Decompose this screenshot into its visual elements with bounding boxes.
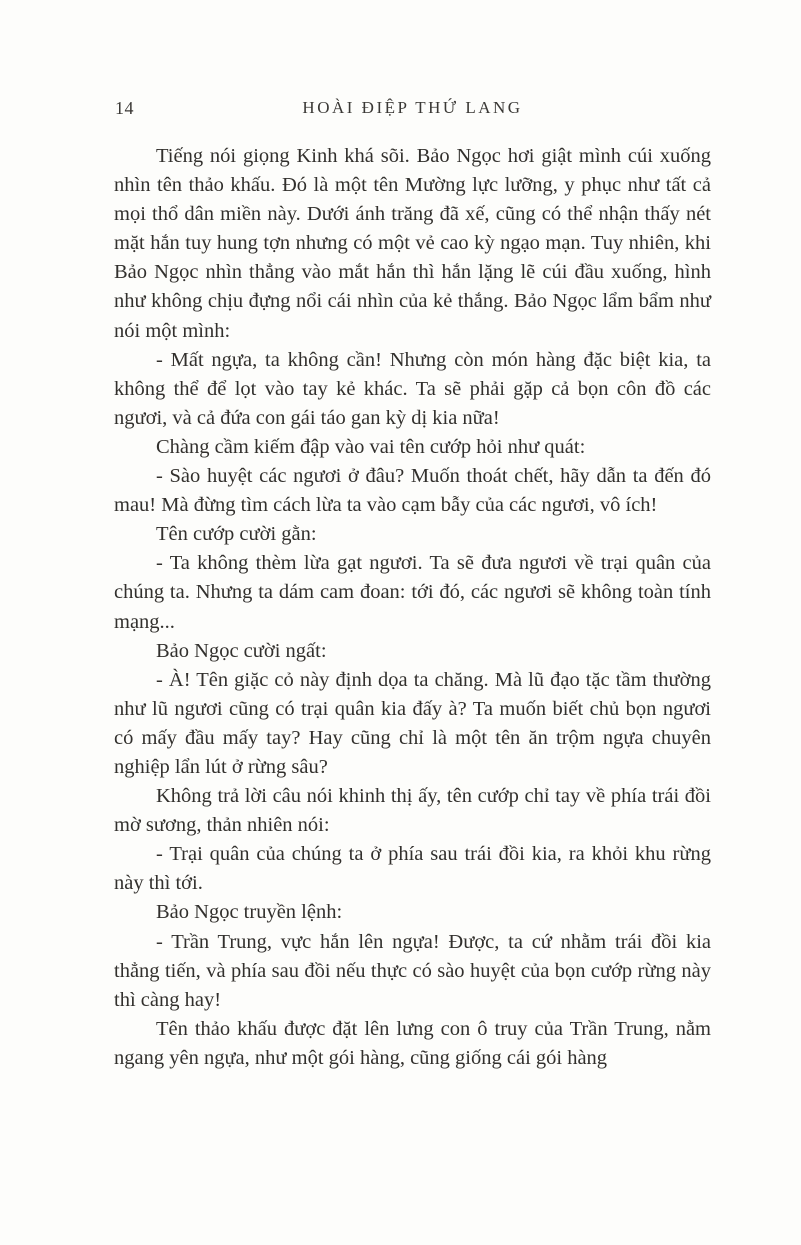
paragraph: Tiếng nói giọng Kinh khá sõi. Bảo Ngọc hơi giật mình cúi xuống nhìn tên thảo khấu. Đó là một tên Mường lực lưỡng, y phục như tất cả mọi thổ dân miền này. Dưới ánh trăng đã xế, cũng có thể nhận thấy nét mặt hắn tuy hung tợn nhưng có một vẻ cao kỳ ngạo mạn. Tuy nhiên, khi Bảo Ngọc nhìn thẳng vào mắt hắn thì hắn lặng lẽ cúi đầu xuống, hình như không chịu đựng nổi cái nhìn của kẻ thắng. Bảo Ngọc lẩm bẩm như nói một mình:: [114, 145, 711, 342]
running-title: HOÀI ĐIỆP THỨ LANG: [302, 98, 523, 117]
paragraph: - Sào huyệt các ngươi ở đâu? Muốn thoát chết, hãy dẫn ta đến đó mau! Mà đừng tìm cách lừa ta vào cạm bẫy của các ngươi, vô ích!: [114, 465, 711, 517]
paragraph: - Trần Trung, vực hắn lên ngựa! Được, ta cứ nhằm trái đồi kia thẳng tiến, và phía sau đồi nếu thực có sào huyệt của bọn cướp rừng này thì càng hay!: [114, 930, 711, 1011]
paragraph: Bảo Ngọc cười ngất:: [156, 639, 327, 662]
page-header: [114, 98, 711, 122]
paragraph: Tên cướp cười gằn:: [156, 523, 317, 546]
page-number: 14: [115, 98, 134, 118]
paragraph: - Trại quân của chúng ta ở phía sau trái đồi kia, ra khỏi khu rừng này thì tới.: [114, 843, 711, 895]
paragraph: - Mất ngựa, ta không cần! Nhưng còn món hàng đặc biệt kia, ta không thể để lọt vào tay kẻ khác. Ta sẽ phải gặp cả bọn côn đồ các ngươi, và cả đứa con gái táo gan kỳ dị kia nữa!: [114, 348, 711, 429]
paragraph: Không trả lời câu nói khinh thị ấy, tên cướp chỉ tay về phía trái đồi mờ sương, thản nhiên nói:: [114, 785, 711, 837]
body-text: [114, 142, 711, 1073]
paragraph: Tên thảo khấu được đặt lên lưng con ô truy của Trần Trung, nằm ngang yên ngựa, như một gói hàng, cũng giống cái gói hàng: [114, 1017, 711, 1069]
paragraph: - Ta không thèm lừa gạt ngươi. Ta sẽ đưa ngươi về trại quân của chúng ta. Nhưng ta dám cam đoan: tới đó, các ngươi sẽ không toàn tính mạng...: [114, 552, 711, 633]
paragraph: Bảo Ngọc truyền lệnh:: [156, 901, 343, 924]
paragraph: - À! Tên giặc cỏ này định dọa ta chăng. Mà lũ đạo tặc tầm thường như lũ ngươi cũng có trại quân kia đấy à? Ta muốn biết chủ bọn ngươi có mấy đầu mấy tay? Hay cũng chỉ là một tên ăn trộm ngựa chuyên nghiệp lẩn lút ở rừng sâu?: [114, 668, 711, 778]
paragraph: Chàng cầm kiếm đập vào vai tên cướp hỏi như quát:: [156, 435, 586, 458]
